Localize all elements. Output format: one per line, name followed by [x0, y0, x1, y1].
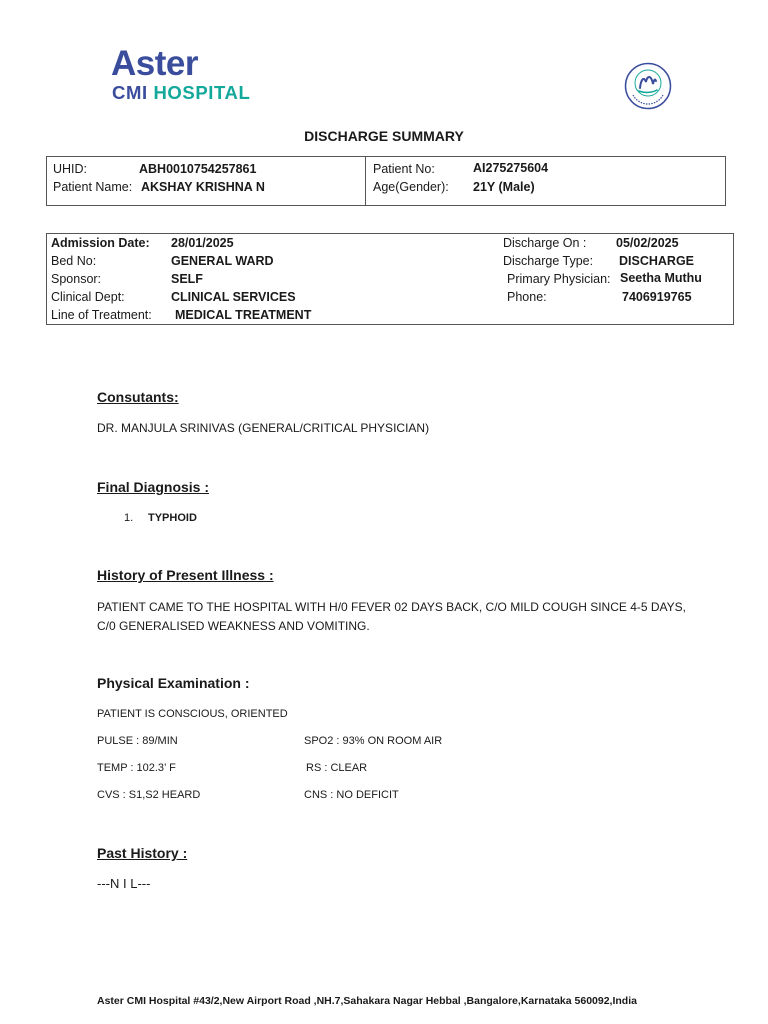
- line-of-treatment-label: Line of Treatment:: [51, 308, 152, 322]
- uhid-label: UHID:: [53, 162, 88, 176]
- exam-pulse: PULSE : 89/MIN: [97, 735, 178, 747]
- footer-address: Aster CMI Hospital #43/2,New Airport Road ,NH.7,Sahakara Nagar Hebbal ,Bangalore,Karnataka 560092,India: [97, 995, 637, 1007]
- admission-date-value: 28/01/2025: [171, 236, 234, 250]
- sponsor-value: SELF: [171, 272, 203, 286]
- diagnosis-list-number: 1.: [124, 512, 134, 524]
- patient-info-box: [46, 156, 726, 206]
- box-divider: [365, 157, 366, 205]
- phone-label: Phone:: [507, 290, 547, 304]
- hospital-logo-subtitle: [112, 84, 250, 103]
- exam-temp: TEMP : 102.3’ F: [97, 762, 176, 774]
- clinical-dept-label: Clinical Dept:: [51, 290, 125, 304]
- primary-physician-label: Primary Physician:: [507, 272, 611, 286]
- line-of-treatment-value: MEDICAL TREATMENT: [175, 308, 312, 322]
- exam-cvs: CVS : S1,S2 HEARD: [97, 789, 201, 801]
- patient-no-value: AI275275604: [473, 161, 549, 175]
- admission-info-box: [46, 233, 734, 325]
- history-heading: History of Present Illness :: [97, 567, 274, 583]
- hospital-logo-wordmark: Aster: [111, 44, 198, 83]
- discharge-type-label: Discharge Type:: [503, 254, 594, 268]
- phone-value: 7406919765: [622, 290, 692, 304]
- history-line-1: PATIENT CAME TO THE HOSPITAL WITH H/0 FEVER 02 DAYS BACK, C/O MILD COUGH SINCE 4-5 DAYS,: [97, 600, 687, 614]
- diagnosis-item: TYPHOID: [148, 512, 197, 524]
- patient-no-label: Patient No:: [373, 162, 435, 176]
- sponsor-label: Sponsor:: [51, 272, 102, 286]
- admission-date-label: Admission Date:: [51, 236, 150, 250]
- bed-no-label: Bed No:: [51, 254, 97, 268]
- age-gender-value: 21Y (Male): [473, 180, 535, 194]
- logo-cmi-text: CMI: [112, 82, 148, 103]
- exam-spo2: SPO2 : 93% ON ROOM AIR: [304, 735, 443, 747]
- clinical-dept-value: CLINICAL SERVICES: [171, 290, 296, 304]
- physical-exam-heading: Physical Examination :: [97, 675, 250, 691]
- age-gender-label: Age(Gender):: [373, 180, 449, 194]
- exam-rs: RS : CLEAR: [306, 762, 368, 774]
- aster-seal-icon: [624, 62, 672, 110]
- discharge-type-value: DISCHARGE: [619, 254, 695, 268]
- logo-hospital-text: HOSPITAL: [147, 82, 251, 103]
- past-history-heading: Past History :: [97, 845, 188, 861]
- history-line-2: C/0 GENERALISED WEAKNESS AND VOMITING.: [97, 619, 370, 633]
- exam-intro: PATIENT IS CONSCIOUS, ORIENTED: [97, 708, 288, 720]
- past-history-text: ---N I L---: [97, 876, 151, 891]
- document-title: DISCHARGE SUMMARY: [304, 128, 464, 144]
- discharge-on-value: 05/02/2025: [616, 236, 679, 250]
- patient-name-value: AKSHAY KRISHNA N: [141, 180, 265, 194]
- patient-name-label: Patient Name:: [53, 180, 133, 194]
- uhid-value: ABH0010754257861: [139, 162, 257, 176]
- bed-no-value: GENERAL WARD: [171, 254, 274, 268]
- final-diagnosis-heading: Final Diagnosis :: [97, 479, 210, 495]
- exam-cns: CNS : NO DEFICIT: [304, 789, 399, 801]
- primary-physician-value: Seetha Muthu: [620, 271, 702, 285]
- discharge-on-label: Discharge On :: [503, 236, 587, 250]
- consultants-text: DR. MANJULA SRINIVAS (GENERAL/CRITICAL PHYSICIAN): [97, 421, 430, 435]
- consultants-heading: Consutants:: [97, 389, 179, 405]
